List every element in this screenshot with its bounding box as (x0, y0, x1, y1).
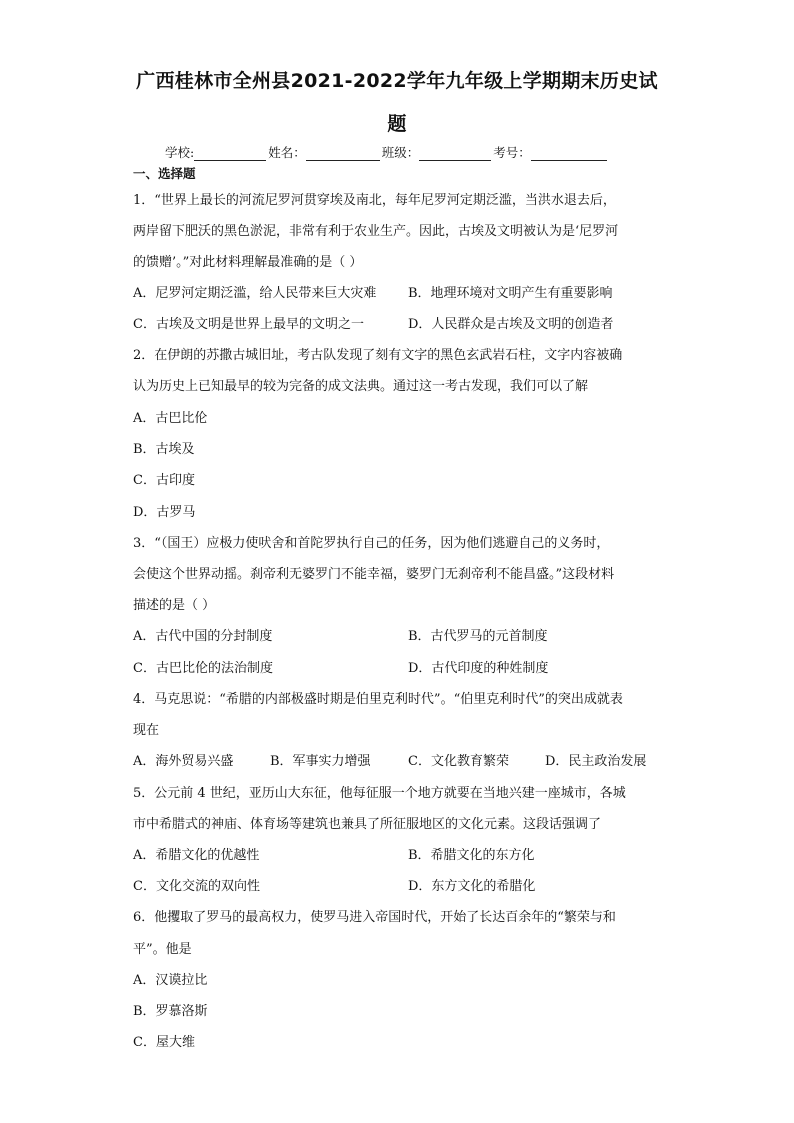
question-2-line-2: 认为历史上已知最早的较为完备的成文法典。通过这一考古发现，我们可以了解 (133, 379, 589, 394)
exam-title-line1: 广西桂林市全州县2021-2022学年九年级上学期期末历史试 (136, 70, 658, 92)
question-5-option-a[interactable]: A．希腊文化的优越性 (133, 848, 260, 863)
question-2-option-d[interactable]: D．古罗马 (133, 505, 196, 520)
question-3-option-b[interactable]: B．古代罗马的元首制度 (408, 629, 548, 644)
question-3-option-a[interactable]: A．古代中国的分封制度 (133, 629, 273, 644)
question-5-option-c[interactable]: C．文化交流的双向性 (133, 879, 260, 894)
question-1-option-d[interactable]: D．人民群众是古埃及文明的创造者 (408, 317, 614, 332)
question-4-option-a[interactable]: A．海外贸易兴盛 (133, 754, 234, 769)
class-label: 班级： (381, 145, 420, 160)
question-3-line-1: 3．“（国王）应极力使吠舍和首陀罗执行自己的任务，因为他们逃避自己的义务时， (133, 536, 610, 551)
exam-title-line2: 题 (387, 113, 407, 135)
name-field[interactable] (306, 147, 380, 161)
school-field[interactable] (194, 147, 266, 161)
question-4-line-1: 4．马克思说：“希腊的内部极盛时期是伯里克利时代”。“伯里克利时代”的突出成就表 (133, 692, 623, 707)
question-1-option-b[interactable]: B．地理环境对文明产生有重要影响 (408, 286, 613, 301)
question-6-line-1: 6．他攫取了罗马的最高权力，使罗马进入帝国时代，开始了长达百余年的“繁荣与和 (133, 910, 616, 925)
question-5-line-2: 市中希腊式的神庙、体育场等建筑也兼具了所征服地区的文化元素。这段话强调了 (133, 817, 602, 832)
question-6-option-b[interactable]: B．罗慕洛斯 (133, 1004, 208, 1019)
question-3-line-2: 会使这个世界动摇。刹帝利无婆罗门不能幸福，婆罗门无刹帝利不能昌盛。”这段材料 (133, 567, 615, 582)
question-1-line-1: 1．“世界上最长的河流尼罗河贯穿埃及南北，每年尼罗河定期泛滥，当洪水退去后， (133, 193, 616, 208)
question-4-option-b[interactable]: B．军事实力增强 (270, 754, 371, 769)
question-1-option-a[interactable]: A．尼罗河定期泛滥，给人民带来巨大灾难 (133, 286, 377, 301)
question-1-line-3: 的馈赠’。”对此材料理解最准确的是（ ） (133, 255, 363, 270)
question-3-option-c[interactable]: C．古巴比伦的法治制度 (133, 661, 273, 676)
question-1-option-c[interactable]: C．古埃及文明是世界上最早的文明之一 (133, 317, 364, 332)
school-label: 学校: (165, 145, 195, 160)
number-label: 考号： (493, 145, 531, 160)
question-4-option-c[interactable]: C．文化教育繁荣 (408, 754, 509, 769)
question-6-option-a[interactable]: A．汉谟拉比 (133, 973, 208, 988)
section-heading: 一、选择题 (133, 166, 196, 181)
question-5-line-1: 5．公元前 4 世纪，亚历山大东征，他每征服一个地方就要在当地兴建一座城市，各城 (133, 786, 626, 801)
question-5-option-b[interactable]: B．希腊文化的东方化 (408, 848, 535, 863)
class-field[interactable] (419, 147, 491, 161)
question-3-line-3: 描述的是（ ） (133, 598, 216, 613)
number-field[interactable] (531, 147, 607, 161)
question-4-line-2: 现在 (133, 723, 160, 738)
student-info-row (165, 145, 609, 161)
question-5-option-d[interactable]: D．东方文化的希腊化 (408, 879, 536, 894)
question-4-option-d[interactable]: D．民主政治发展 (545, 754, 647, 769)
question-2-option-a[interactable]: A．古巴比伦 (133, 411, 208, 426)
question-3-option-d[interactable]: D．古代印度的种姓制度 (408, 661, 549, 676)
question-6-option-c[interactable]: C．屋大维 (133, 1035, 195, 1050)
name-label: 姓名： (268, 145, 306, 160)
question-2-line-1: 2．在伊朗的苏撒古城旧址，考古队发现了刻有文字的黑色玄武岩石柱，文字内容被确 (133, 348, 623, 363)
question-1-line-2: 两岸留下肥沃的黑色淤泥，非常有利于农业生产。因此，古埃及文明被认为是‘尼罗河 (133, 224, 619, 239)
question-2-option-c[interactable]: C．古印度 (133, 473, 195, 488)
question-2-option-b[interactable]: B．古埃及 (133, 442, 195, 457)
question-6-line-2: 平”。他是 (133, 942, 192, 957)
